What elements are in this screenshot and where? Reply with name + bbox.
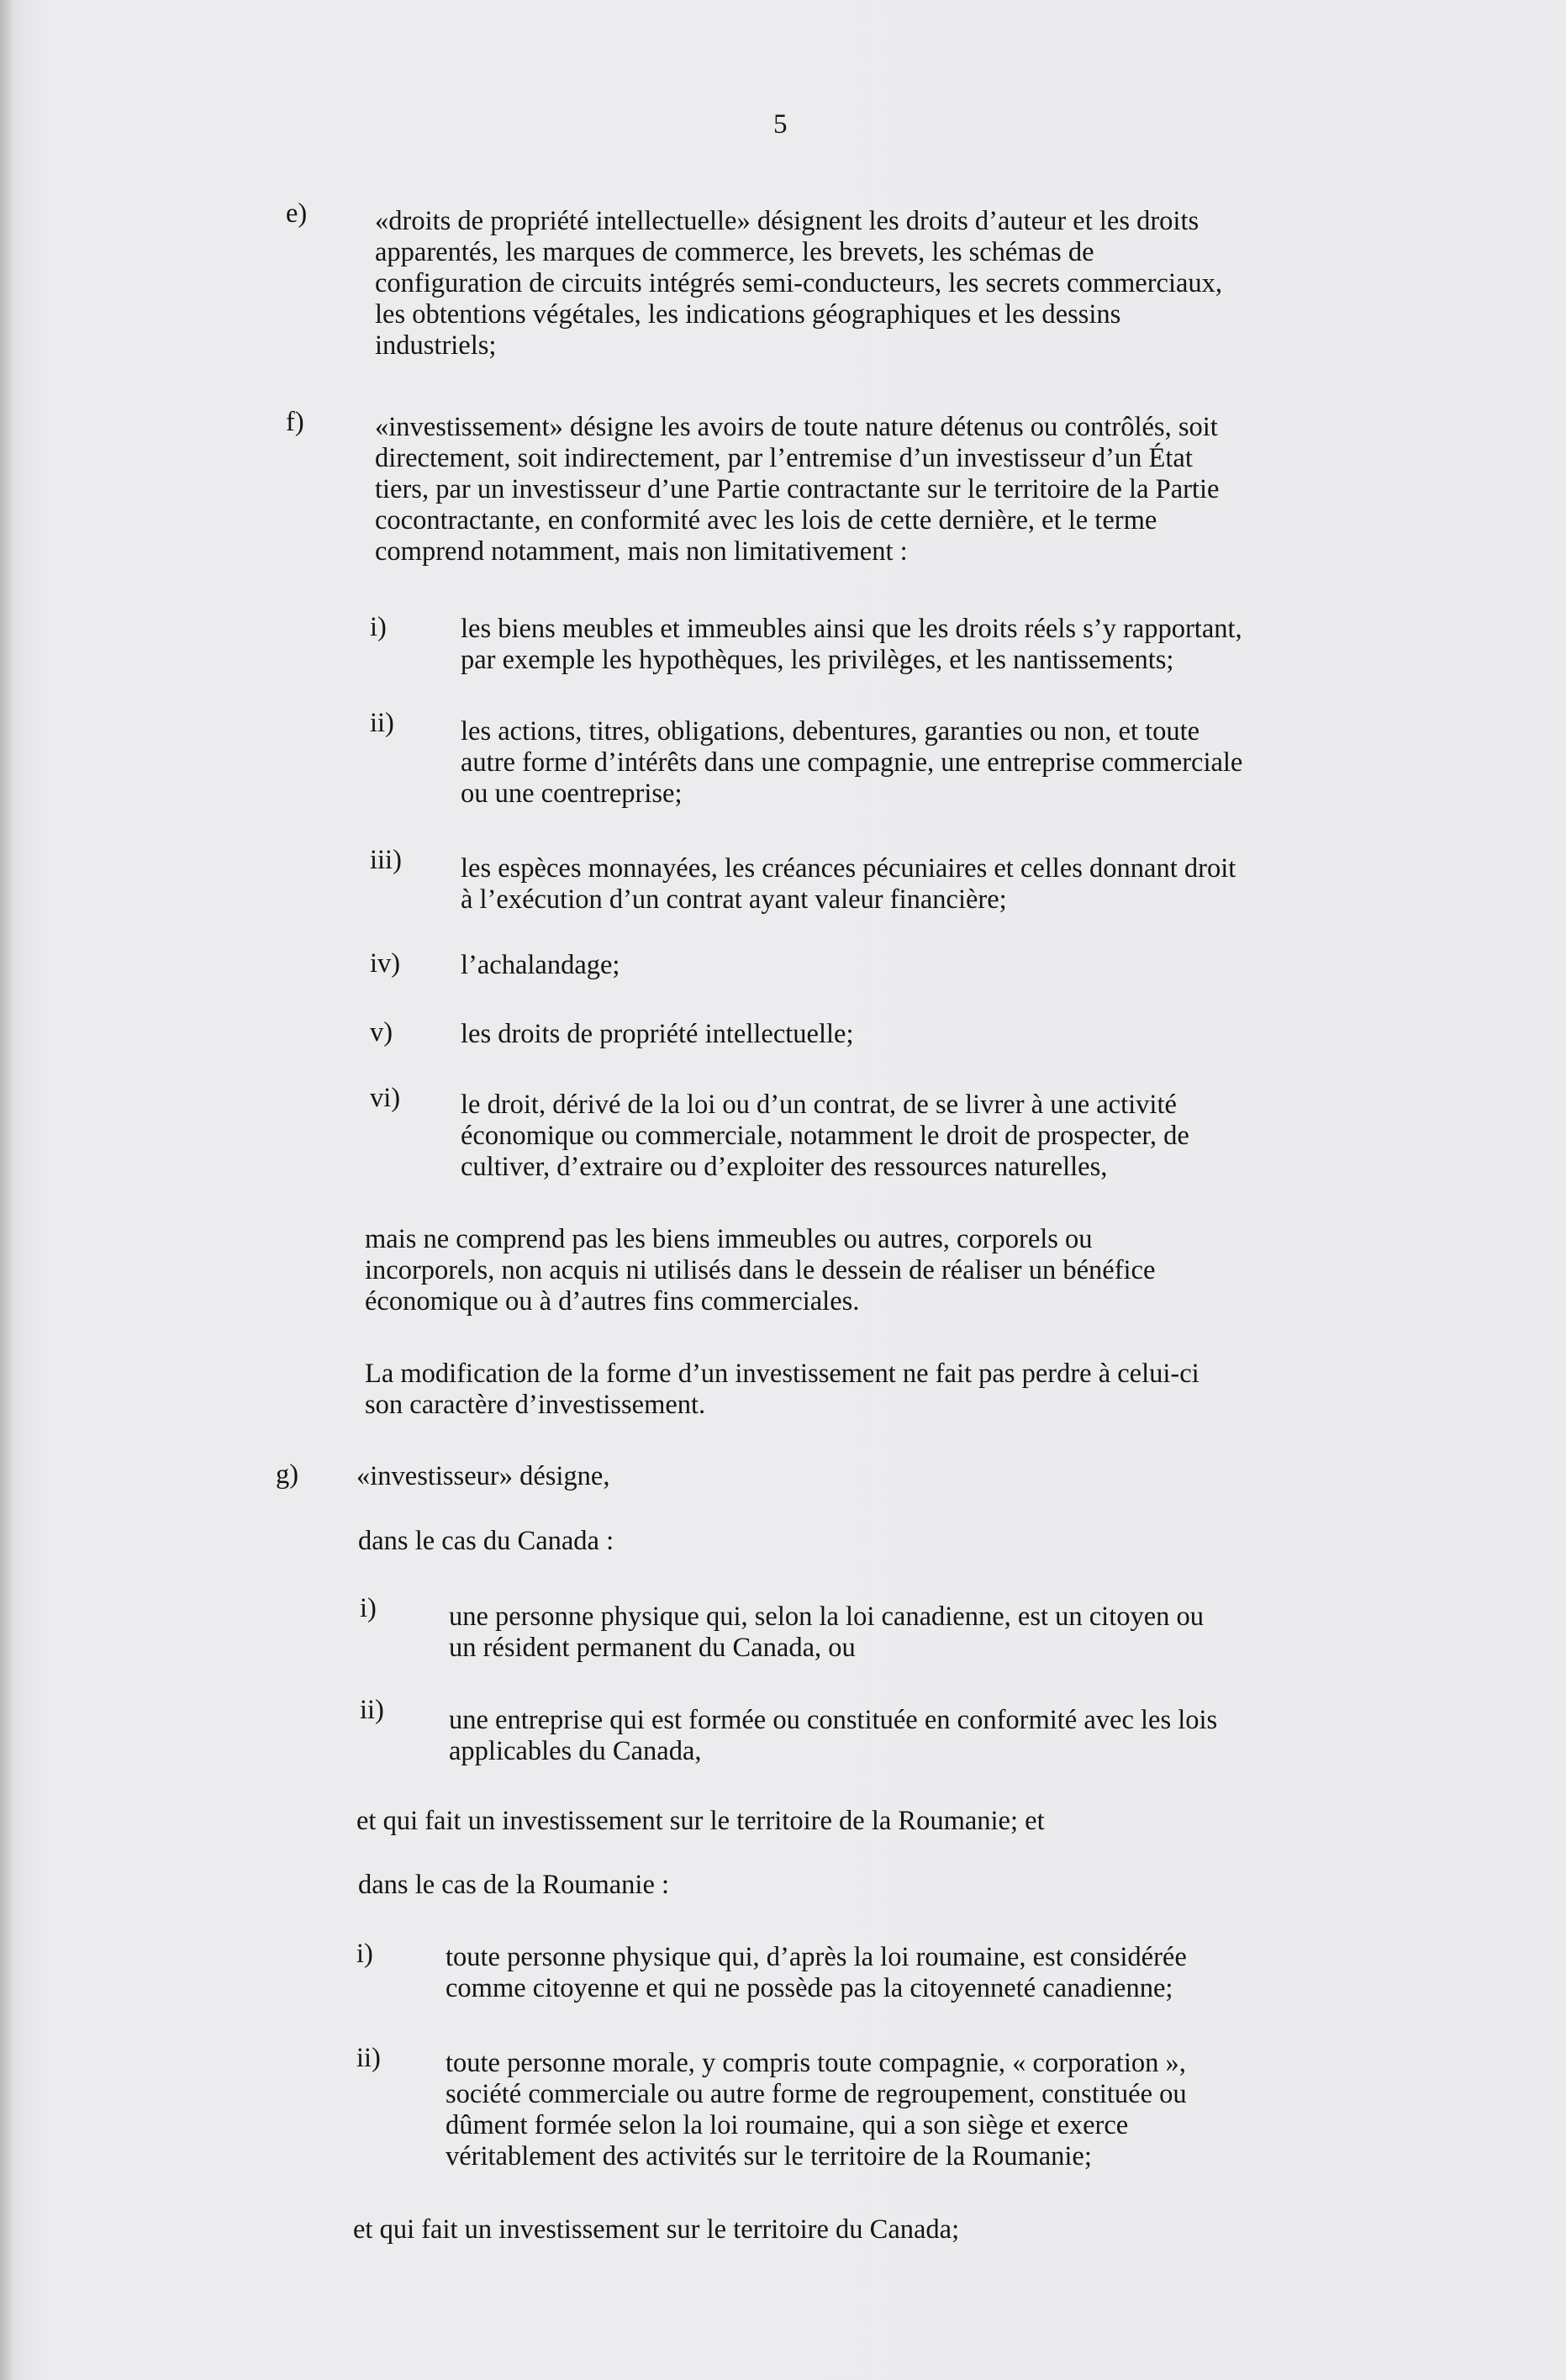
text-line: les obtentions végétales, les indications géographiques et les dessins bbox=[375, 299, 1121, 330]
item-f-label: f) bbox=[286, 407, 304, 437]
sub-item-text bbox=[461, 853, 1236, 916]
text-line: configuration de circuits intégrés semi-conducteurs, les secrets commerciaux, bbox=[375, 268, 1223, 298]
text-line: apparentés, les marques de commerce, les brevets, les schémas de bbox=[375, 237, 1094, 267]
sub-item-label: i) bbox=[356, 1939, 373, 1969]
text-line: le droit, dérivé de la loi ou d’un contrat, de se livrer à une activité bbox=[461, 1090, 1177, 1120]
canada-intro bbox=[358, 1526, 614, 1557]
text-line: les espèces monnayées, les créances pécuniaires et celles donnant droit bbox=[461, 853, 1236, 884]
romania-intro bbox=[358, 1870, 669, 1901]
sub-item-label: iii) bbox=[370, 845, 402, 875]
sub-item-text bbox=[461, 716, 1242, 810]
sub-item-text bbox=[461, 614, 1242, 676]
text-line: par exemple les hypothèques, les privilèges, et les nantissements; bbox=[461, 645, 1174, 675]
text-line: comme citoyenne et qui ne possède pas la citoyenneté canadienne; bbox=[446, 1973, 1173, 2003]
exclusion-paragraph bbox=[365, 1224, 1155, 1317]
text-line: mais ne comprend pas les biens immeubles ou autres, corporels ou bbox=[365, 1224, 1093, 1254]
text-line: l’achalandage; bbox=[461, 950, 620, 980]
sub-item-text bbox=[449, 1705, 1217, 1767]
text-line: «investissement» désigne les avoirs de toute nature détenus ou contrôlés, soit bbox=[375, 412, 1218, 442]
text-line: un résident permanent du Canada, ou bbox=[449, 1633, 856, 1663]
text-line: toute personne physique qui, d’après la loi roumaine, est considérée bbox=[446, 1942, 1187, 1972]
text-line: les droits de propriété intellectuelle; bbox=[461, 1019, 854, 1049]
text-line: tiers, par un investisseur d’une Partie contractante sur le territoire de la Partie bbox=[375, 474, 1220, 504]
text-line: économique ou à d’autres fins commerciales. bbox=[365, 1286, 860, 1317]
romania-close bbox=[353, 2214, 959, 2245]
text-line: toute personne morale, y compris toute compagnie, « corporation », bbox=[446, 2048, 1186, 2078]
text-line: autre forme d’intérêts dans une compagnie, une entreprise commerciale bbox=[461, 747, 1243, 778]
sub-item-text bbox=[449, 1602, 1204, 1664]
sub-item-label: ii) bbox=[360, 1695, 384, 1725]
modification-paragraph bbox=[365, 1359, 1200, 1421]
item-g-label: g) bbox=[276, 1459, 299, 1490]
text-line: dans le cas du Canada : bbox=[358, 1526, 614, 1556]
text-line: «investisseur» désigne, bbox=[356, 1461, 610, 1491]
page-fold-shadow bbox=[0, 0, 12, 2380]
text-line: à l’exécution d’un contrat ayant valeur financière; bbox=[461, 884, 1007, 915]
page-number: 5 bbox=[773, 109, 788, 140]
sub-item-text bbox=[461, 950, 620, 981]
item-f-text bbox=[375, 412, 1219, 567]
text-line: comprend notamment, mais non limitativement : bbox=[375, 536, 908, 567]
sub-item-text bbox=[446, 2048, 1187, 2172]
sub-item-label: iv) bbox=[370, 948, 401, 979]
text-line: et qui fait un investissement sur le territoire de la Roumanie; et bbox=[356, 1806, 1045, 1836]
text-line: La modification de la forme d’un investissement ne fait pas perdre à celui-ci bbox=[365, 1359, 1200, 1389]
sub-item-label: vi) bbox=[370, 1083, 401, 1113]
text-line: industriels; bbox=[375, 330, 497, 361]
item-e-label: e) bbox=[286, 198, 308, 229]
text-line: cocontractante, en conformité avec les lois de cette dernière, et le terme bbox=[375, 505, 1157, 536]
text-line: dans le cas de la Roumanie : bbox=[358, 1870, 670, 1900]
text-line: société commerciale ou autre forme de regroupement, constituée ou bbox=[446, 2079, 1187, 2109]
text-line: ou une coentreprise; bbox=[461, 778, 683, 809]
text-line: les biens meubles et immeubles ainsi que les droits réels s’y rapportant, bbox=[461, 614, 1242, 644]
sub-item-text bbox=[446, 1942, 1187, 2004]
item-e-text bbox=[375, 206, 1222, 361]
sub-item-text bbox=[461, 1090, 1189, 1183]
text-line: et qui fait un investissement sur le territoire du Canada; bbox=[353, 2214, 960, 2245]
sub-item-label: i) bbox=[370, 612, 387, 642]
text-line: véritablement des activités sur le territoire de la Roumanie; bbox=[446, 2141, 1092, 2172]
sub-item-label: ii) bbox=[370, 708, 394, 738]
text-line: dûment formée selon la loi roumaine, qui a son siège et exerce bbox=[446, 2110, 1129, 2140]
sub-item-text bbox=[461, 1019, 853, 1050]
text-line: applicables du Canada, bbox=[449, 1736, 702, 1766]
sub-item-label: v) bbox=[370, 1017, 393, 1048]
text-line: économique ou commerciale, notamment le droit de prospecter, de bbox=[461, 1121, 1189, 1151]
text-line: «droits de propriété intellectuelle» désignent les droits d’auteur et les droits bbox=[375, 206, 1200, 236]
text-line: une personne physique qui, selon la loi canadienne, est un citoyen ou bbox=[449, 1602, 1205, 1632]
text-line: son caractère d’investissement. bbox=[365, 1390, 706, 1420]
canada-close bbox=[356, 1806, 1045, 1837]
text-line: les actions, titres, obligations, debentures, garanties ou non, et toute bbox=[461, 716, 1200, 747]
text-line: directement, soit indirectement, par l’entremise d’un investisseur d’un État bbox=[375, 443, 1193, 473]
item-g-intro bbox=[356, 1461, 609, 1492]
text-line: une entreprise qui est formée ou constituée en conformité avec les lois bbox=[449, 1705, 1218, 1735]
text-line: incorporels, non acquis ni utilisés dans le dessein de réaliser un bénéfice bbox=[365, 1255, 1156, 1285]
sub-item-label: i) bbox=[360, 1593, 377, 1623]
text-line: cultiver, d’extraire ou d’exploiter des ressources naturelles, bbox=[461, 1152, 1108, 1182]
sub-item-label: ii) bbox=[356, 2043, 381, 2073]
